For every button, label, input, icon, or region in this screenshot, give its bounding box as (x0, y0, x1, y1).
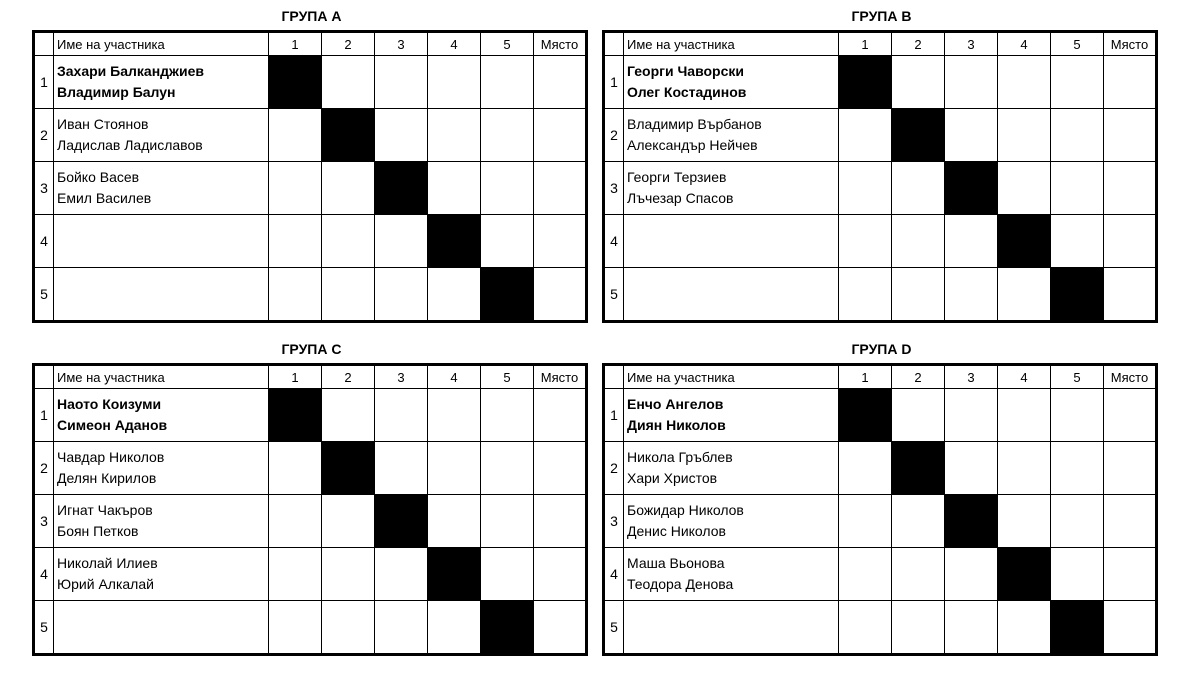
group-table (602, 363, 1158, 656)
participant-row (604, 162, 1157, 215)
place-cell[interactable] (1104, 389, 1157, 442)
result-cell[interactable] (481, 389, 534, 442)
player-2-name: Делян Кирилов (57, 470, 157, 486)
participant-name-cell (54, 268, 269, 322)
row-number: 4 (34, 215, 54, 268)
row-number: 4 (34, 548, 54, 601)
self-match-blocked-cell (322, 109, 375, 162)
participant-row (604, 442, 1157, 495)
result-cell[interactable] (322, 215, 375, 268)
row-number: 1 (604, 389, 624, 442)
result-cell[interactable] (375, 601, 428, 655)
self-match-blocked-cell (375, 162, 428, 215)
player-1-name: Никола Гръблев (627, 449, 733, 465)
row-number: 5 (34, 268, 54, 322)
result-cell[interactable] (322, 162, 375, 215)
header-col-2: 2 (322, 32, 375, 56)
header-place-cell: Място (1104, 32, 1157, 56)
header-col-5: 5 (1051, 32, 1104, 56)
player-2-name: Теодора Денова (627, 576, 734, 592)
self-match-blocked-cell (998, 215, 1051, 268)
participant-row (604, 495, 1157, 548)
place-cell[interactable] (534, 601, 587, 655)
place-cell[interactable] (534, 56, 587, 109)
result-cell[interactable] (945, 215, 998, 268)
result-cell[interactable] (892, 389, 945, 442)
result-cell[interactable] (1051, 495, 1104, 548)
participant-row (34, 548, 587, 601)
result-cell[interactable] (998, 268, 1051, 322)
place-cell[interactable] (534, 495, 587, 548)
result-cell[interactable] (839, 601, 892, 655)
participant-row (34, 162, 587, 215)
header-col-2: 2 (892, 32, 945, 56)
place-cell[interactable] (1104, 495, 1157, 548)
result-cell[interactable] (945, 109, 998, 162)
player-1-name: Наото Коизуми (57, 396, 162, 412)
result-cell[interactable] (375, 56, 428, 109)
player-2-name: Олег Костадинов (627, 84, 747, 100)
result-cell[interactable] (945, 268, 998, 322)
group-title: ГРУПА С (281, 341, 342, 357)
participant-row (34, 442, 587, 495)
header-col-4: 4 (428, 32, 481, 56)
player-1-name: Иван Стоянов (57, 116, 149, 132)
player-2-name: Лъчезар Спасов (627, 190, 734, 206)
result-cell[interactable] (428, 56, 481, 109)
result-cell[interactable] (428, 601, 481, 655)
header-row (604, 365, 1157, 389)
participant-name-cell (54, 389, 269, 442)
row-number: 5 (34, 601, 54, 655)
self-match-blocked-cell (839, 56, 892, 109)
header-col-3: 3 (945, 32, 998, 56)
place-cell[interactable] (1104, 268, 1157, 322)
result-cell[interactable] (322, 601, 375, 655)
place-cell[interactable] (534, 162, 587, 215)
player-2-name: Юрий Алкалай (57, 576, 154, 592)
self-match-blocked-cell (945, 162, 998, 215)
result-cell[interactable] (269, 162, 322, 215)
place-cell[interactable] (534, 548, 587, 601)
header-col-4: 4 (998, 32, 1051, 56)
row-number: 4 (604, 548, 624, 601)
participant-name-cell (54, 601, 269, 655)
header-col-1: 1 (839, 32, 892, 56)
player-1-name: Георги Чаворски (627, 63, 744, 79)
place-cell[interactable] (1104, 442, 1157, 495)
row-number: 2 (34, 442, 54, 495)
result-cell[interactable] (945, 548, 998, 601)
self-match-blocked-cell (945, 495, 998, 548)
row-number: 2 (604, 109, 624, 162)
participant-row (604, 601, 1157, 655)
participant-row (34, 56, 587, 109)
participant-name-cell (54, 109, 269, 162)
header-col-4: 4 (998, 365, 1051, 389)
result-cell[interactable] (375, 442, 428, 495)
result-cell[interactable] (269, 548, 322, 601)
participant-name-cell (54, 495, 269, 548)
row-number: 1 (34, 389, 54, 442)
participant-row (604, 548, 1157, 601)
group-title: ГРУПА А (281, 8, 342, 24)
group-table (32, 363, 588, 656)
participant-row (604, 215, 1157, 268)
result-cell[interactable] (892, 548, 945, 601)
participant-name-cell (624, 389, 839, 442)
place-cell[interactable] (1104, 56, 1157, 109)
result-cell[interactable] (1051, 389, 1104, 442)
player-2-name: Емил Василев (57, 190, 152, 206)
result-cell[interactable] (481, 162, 534, 215)
result-cell[interactable] (428, 389, 481, 442)
self-match-blocked-cell (839, 389, 892, 442)
result-cell[interactable] (481, 495, 534, 548)
self-match-blocked-cell (269, 389, 322, 442)
participant-row (604, 389, 1157, 442)
result-cell[interactable] (481, 215, 534, 268)
participant-row (34, 215, 587, 268)
result-cell[interactable] (892, 601, 945, 655)
result-cell[interactable] (322, 389, 375, 442)
header-corner-cell (604, 32, 624, 56)
header-name-cell: Име на участника (624, 365, 839, 389)
header-col-3: 3 (375, 365, 428, 389)
participant-row (604, 268, 1157, 322)
result-cell[interactable] (375, 389, 428, 442)
player-1-name: Игнат Чакъров (57, 502, 153, 518)
result-cell[interactable] (375, 109, 428, 162)
result-cell[interactable] (322, 56, 375, 109)
header-place-cell: Място (1104, 365, 1157, 389)
result-cell[interactable] (322, 495, 375, 548)
result-cell[interactable] (428, 495, 481, 548)
row-number: 3 (34, 162, 54, 215)
result-cell[interactable] (945, 601, 998, 655)
row-number: 3 (604, 495, 624, 548)
self-match-blocked-cell (1051, 268, 1104, 322)
participant-row (34, 601, 587, 655)
self-match-blocked-cell (322, 442, 375, 495)
place-cell[interactable] (1104, 548, 1157, 601)
row-number: 5 (604, 601, 624, 655)
player-2-name: Владимир Балун (57, 84, 176, 100)
result-cell[interactable] (892, 495, 945, 548)
result-cell[interactable] (998, 162, 1051, 215)
participant-name-cell (624, 442, 839, 495)
header-col-4: 4 (428, 365, 481, 389)
self-match-blocked-cell (481, 268, 534, 322)
result-cell[interactable] (428, 162, 481, 215)
self-match-blocked-cell (892, 109, 945, 162)
row-number: 5 (604, 268, 624, 322)
player-2-name: Диян Николов (627, 417, 726, 433)
player-1-name: Енчо Ангелов (627, 396, 724, 412)
header-name-cell: Име на участника (624, 32, 839, 56)
result-cell[interactable] (481, 548, 534, 601)
header-col-1: 1 (269, 32, 322, 56)
row-number: 2 (604, 442, 624, 495)
header-row (34, 365, 587, 389)
result-cell[interactable] (892, 56, 945, 109)
self-match-blocked-cell (428, 548, 481, 601)
player-2-name: Симеон Аданов (57, 417, 168, 433)
self-match-blocked-cell (481, 601, 534, 655)
result-cell[interactable] (375, 268, 428, 322)
header-row (604, 32, 1157, 56)
result-cell[interactable] (998, 442, 1051, 495)
participant-name-cell (54, 162, 269, 215)
group-table (602, 30, 1158, 323)
participant-name-cell (54, 548, 269, 601)
result-cell[interactable] (481, 442, 534, 495)
participant-name-cell (624, 268, 839, 322)
participant-row (34, 495, 587, 548)
result-cell[interactable] (892, 268, 945, 322)
group-table (32, 30, 588, 323)
participant-name-cell (624, 215, 839, 268)
player-1-name: Божидар Николов (627, 502, 744, 518)
result-cell[interactable] (428, 268, 481, 322)
self-match-blocked-cell (998, 548, 1051, 601)
player-1-name: Захари Балканджиев (57, 63, 204, 79)
header-corner-cell (34, 32, 54, 56)
participant-name-cell (624, 601, 839, 655)
header-corner-cell (604, 365, 624, 389)
result-cell[interactable] (428, 109, 481, 162)
place-cell[interactable] (534, 215, 587, 268)
header-name-cell: Име на участника (54, 365, 269, 389)
self-match-blocked-cell (1051, 601, 1104, 655)
participant-row (34, 268, 587, 322)
header-col-1: 1 (839, 365, 892, 389)
header-col-2: 2 (322, 365, 375, 389)
place-cell[interactable] (534, 389, 587, 442)
player-1-name: Георги Терзиев (627, 169, 727, 185)
header-col-5: 5 (481, 32, 534, 56)
result-cell[interactable] (839, 109, 892, 162)
result-cell[interactable] (428, 442, 481, 495)
result-cell[interactable] (269, 601, 322, 655)
group-title: ГРУПА D (851, 341, 912, 357)
participant-row (34, 389, 587, 442)
participant-name-cell (624, 548, 839, 601)
participant-row (34, 109, 587, 162)
player-2-name: Александър Нейчев (627, 137, 758, 153)
self-match-blocked-cell (428, 215, 481, 268)
result-cell[interactable] (322, 548, 375, 601)
place-cell[interactable] (1104, 109, 1157, 162)
header-corner-cell (34, 365, 54, 389)
result-cell[interactable] (998, 109, 1051, 162)
self-match-blocked-cell (892, 442, 945, 495)
result-cell[interactable] (998, 389, 1051, 442)
header-col-2: 2 (892, 365, 945, 389)
result-cell[interactable] (839, 215, 892, 268)
result-cell[interactable] (1051, 548, 1104, 601)
row-number: 1 (34, 56, 54, 109)
result-cell[interactable] (1051, 162, 1104, 215)
result-cell[interactable] (1051, 56, 1104, 109)
player-2-name: Ладислав Ладиславов (57, 137, 203, 153)
group-title: ГРУПА В (851, 8, 912, 24)
participant-name-cell (624, 162, 839, 215)
player-1-name: Маша Вьонова (627, 555, 725, 571)
participant-row (604, 56, 1157, 109)
player-2-name: Денис Николов (627, 523, 726, 539)
header-name-cell: Име на участника (54, 32, 269, 56)
result-cell[interactable] (998, 601, 1051, 655)
self-match-blocked-cell (375, 495, 428, 548)
header-place-cell: Място (534, 32, 587, 56)
result-cell[interactable] (839, 442, 892, 495)
place-cell[interactable] (1104, 601, 1157, 655)
participant-name-cell (624, 495, 839, 548)
result-cell[interactable] (269, 495, 322, 548)
player-1-name: Бойко Васев (57, 169, 140, 185)
place-cell[interactable] (1104, 162, 1157, 215)
self-match-blocked-cell (269, 56, 322, 109)
result-cell[interactable] (839, 548, 892, 601)
result-cell[interactable] (375, 548, 428, 601)
row-number: 4 (604, 215, 624, 268)
result-cell[interactable] (998, 56, 1051, 109)
result-cell[interactable] (945, 389, 998, 442)
result-cell[interactable] (1051, 215, 1104, 268)
result-cell[interactable] (945, 56, 998, 109)
row-number: 3 (604, 162, 624, 215)
header-col-3: 3 (945, 365, 998, 389)
result-cell[interactable] (945, 442, 998, 495)
result-cell[interactable] (481, 109, 534, 162)
participant-row (604, 109, 1157, 162)
player-1-name: Николай Илиев (57, 555, 158, 571)
place-cell[interactable] (534, 109, 587, 162)
header-col-5: 5 (1051, 365, 1104, 389)
participant-name-cell (54, 56, 269, 109)
result-cell[interactable] (1051, 442, 1104, 495)
result-cell[interactable] (839, 495, 892, 548)
player-2-name: Хари Христов (627, 470, 718, 486)
result-cell[interactable] (892, 162, 945, 215)
result-cell[interactable] (839, 268, 892, 322)
result-cell[interactable] (1051, 109, 1104, 162)
place-cell[interactable] (534, 442, 587, 495)
result-cell[interactable] (892, 215, 945, 268)
result-cell[interactable] (269, 268, 322, 322)
row-number: 3 (34, 495, 54, 548)
result-cell[interactable] (839, 162, 892, 215)
result-cell[interactable] (998, 495, 1051, 548)
result-cell[interactable] (322, 268, 375, 322)
result-cell[interactable] (375, 215, 428, 268)
participant-name-cell (54, 442, 269, 495)
header-row (34, 32, 587, 56)
place-cell[interactable] (1104, 215, 1157, 268)
row-number: 2 (34, 109, 54, 162)
player-2-name: Боян Петков (57, 523, 139, 539)
participant-name-cell (54, 215, 269, 268)
result-cell[interactable] (269, 215, 322, 268)
header-place-cell: Място (534, 365, 587, 389)
result-cell[interactable] (269, 442, 322, 495)
header-col-3: 3 (375, 32, 428, 56)
participant-name-cell (624, 56, 839, 109)
result-cell[interactable] (481, 56, 534, 109)
header-col-5: 5 (481, 365, 534, 389)
result-cell[interactable] (269, 109, 322, 162)
player-1-name: Чавдар Николов (57, 449, 165, 465)
player-1-name: Владимир Върбанов (627, 116, 762, 132)
participant-name-cell (624, 109, 839, 162)
header-col-1: 1 (269, 365, 322, 389)
place-cell[interactable] (534, 268, 587, 322)
row-number: 1 (604, 56, 624, 109)
